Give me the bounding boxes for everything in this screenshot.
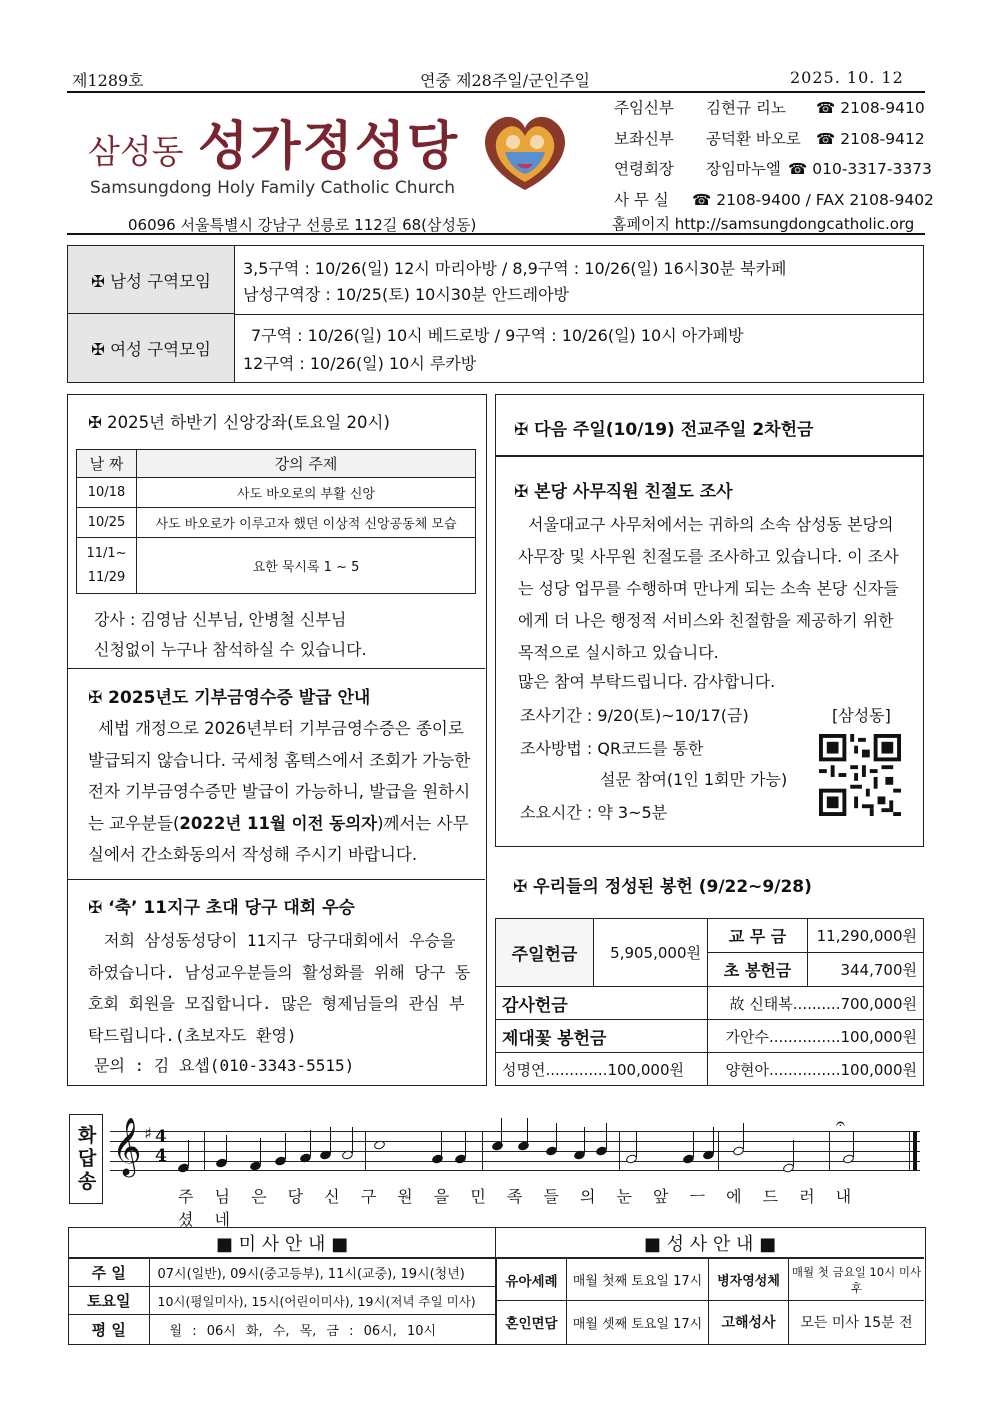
contact-phone: ☎ 010-3317-3373: [788, 160, 932, 178]
lecture-topic: 요한 묵시록 1 ~ 5: [137, 538, 476, 594]
brand-english: Samsungdong Holy Family Catholic Church: [90, 178, 456, 198]
infant-baptism-value: 매월 첫째 토요일 17시: [567, 1259, 709, 1301]
marriage-value: 매월 셋째 토요일 17시: [567, 1301, 709, 1344]
lecture-date: 11/1~ 11/29: [77, 538, 137, 594]
lecture-topic: 사도 바오로가 이루고자 했던 이상적 신앙공동체 모습: [137, 508, 476, 538]
survey-thanks: 많은 참여 부탁드립니다. 감사합니다.: [518, 672, 776, 691]
offering-title: ✠ 우리들의 정성된 봉헌 (9/22~9/28): [513, 877, 812, 897]
thanks-offering-item: 故 신태복..........700,000원: [708, 987, 924, 1020]
women-line-2: 12구역 : 10/26(일) 10시 루카방: [243, 354, 477, 373]
meetings-box: [67, 245, 924, 383]
contacts-block: [614, 93, 934, 215]
receipt-body-b: 2022년 11월 이전 동의자: [179, 813, 378, 833]
thanks-offering-label: 감사헌금: [496, 987, 708, 1020]
lecturer: 강사 : 김영남 신부님, 안병철 신부님: [94, 610, 347, 629]
offering-table: [495, 918, 924, 1086]
address: 06096 서울특별시 강남구 선릉로 112길 68(삼성동): [128, 216, 477, 234]
qr-code[interactable]: [819, 734, 901, 816]
sick-communion-label: 병자영성체: [709, 1259, 789, 1301]
contact-name: 김현규 리노: [706, 99, 786, 117]
time-signature: 4 4: [155, 1127, 167, 1166]
confession-label: 고해성사: [709, 1301, 789, 1344]
contact-phone: ☎ 2108-9412: [816, 129, 925, 148]
survey-body: 서울대교구 사무처에서는 귀하의 소속 삼성동 본당의 사무장 및 사무원 친절도를 조사하고 있습니다. 이 조사는 성당 업무를 수행하며 만나게 되는 소속 본당 신자들에게 더 나은 행정적 서비스와 친절함을 제공하기 위한 목적으로 실시하고 있습니다.: [518, 515, 899, 662]
contact-phone: ☎ 2108-9410: [816, 99, 925, 117]
sharp-icon: ♯: [144, 1124, 152, 1143]
altar-flower-label: 제대꽃 봉헌금: [496, 1020, 708, 1053]
billiards-contact: 문의 : 김 요셉(010-3343-5515): [94, 1056, 355, 1075]
survey-title: ✠ 본당 사무직원 친절도 조사: [514, 482, 733, 502]
mass-day: 주 일: [69, 1259, 149, 1287]
billiards-title: ✠ ‘축’ 11지구 초대 당구 대회 우승: [88, 898, 355, 918]
col-date: 날 짜: [77, 450, 137, 478]
candle-offering-label: 초 봉헌금: [708, 953, 808, 987]
altar-flower-item: 가안수...............100,000원: [708, 1020, 924, 1053]
receipt-body-c: )께서는 사무실에서 간소화동의서 작성해 주시기 바랍니다.: [88, 813, 469, 864]
sunday-offering-amount: 5,905,000원: [594, 919, 708, 987]
billiards-body: 저희 삼성동성당이 11지구 당구대회에서 우승을 하였습니다. 남성교우분들의 활성화를 위해 당구 동호회 회원을 모집합니다. 많은 형제님들의 관심 부탁드립니다.(초보자도 환영): [88, 931, 471, 1045]
holy-family-logo: [475, 108, 575, 196]
lecture-date: 10/18: [77, 478, 137, 508]
lecture-topic: 사도 바오로의 부활 신앙: [137, 478, 476, 508]
col-topic: 강의 주제: [137, 450, 476, 478]
bottom-box: [68, 1227, 926, 1345]
lecture-note: 신청없이 누구나 참석하실 수 있습니다.: [94, 640, 367, 659]
candle-offering-amount: 344,700원: [808, 953, 924, 987]
sacrament-table: [496, 1258, 924, 1344]
edu-fund-amount: 11,290,000원: [808, 919, 924, 953]
survey-box: [495, 456, 924, 847]
receipt-body: [88, 713, 476, 871]
mission-box: [495, 394, 924, 456]
men-meeting-label: ✠ 남성 구역모임: [68, 246, 235, 314]
liturgy-title: 연중 제28주일/군인주일: [420, 71, 590, 90]
fermata-icon: 𝄐: [836, 1114, 845, 1133]
mission-title: ✠ 다음 주일(10/19) 전교주일 2차헌금: [514, 420, 814, 440]
altar-flower-item: 양현아...............100,000원: [708, 1053, 924, 1086]
women-meeting-label: ✠ 여성 구역모임: [68, 314, 235, 382]
survey-tag: [삼성동]: [832, 706, 891, 725]
contact-name: 장임마누엘: [706, 160, 781, 178]
mass-times: 10시(평일미사), 15시(어린이미사), 19시(저녁 주일 미사): [149, 1287, 496, 1315]
receipt-body-a: 세법 개정으로 2026년부터 기부금영수증은 종이로 발급되지 않습니다. 국세청 홈텍스에서 조회가 가능한 전자 기부금영수증만 발급이 가능하니, 발급을 원하시는 교우분들(: [88, 719, 471, 833]
altar-flower-item: 성명연.............100,000원: [496, 1053, 708, 1086]
lecture-title: ✠ 2025년 하반기 신앙강좌(토요일 20시): [88, 413, 390, 432]
men-line-1: 3,5구역 : 10/26(일) 12시 마리아방 / 8,9구역 : 10/26(일) 16시30분 북카페: [243, 259, 787, 278]
mass-title: ■ 미 사 안 내 ■: [69, 1228, 496, 1258]
contact-role: 연령회장: [614, 160, 674, 178]
treble-clef-icon: 𝄞: [112, 1117, 142, 1175]
contact-role: 주임신부: [614, 99, 674, 117]
survey-period: 조사기간 : 9/20(토)~10/17(금): [520, 706, 749, 725]
lecture-notes: [94, 605, 367, 665]
mass-day: 토요일: [69, 1287, 149, 1315]
marriage-label: 혼인면담: [497, 1301, 567, 1344]
contact-role: 보좌신부: [614, 129, 674, 148]
men-line-2: 남성구역장 : 10/25(토) 10시30분 안드레아방: [243, 285, 569, 304]
edu-fund-label: 교 무 금: [708, 919, 808, 953]
women-meeting-info: [243, 322, 744, 378]
sick-communion-value: 매월 첫 금요일 10시 미사 후: [789, 1259, 925, 1301]
survey-duration: 소요시간 : 약 3~5분: [520, 803, 668, 822]
lecture-table: [76, 449, 476, 594]
mass-times: 07시(일반), 09시(중고등부), 11시(교중), 19시(청년): [149, 1259, 496, 1287]
brand-title: 성가정성당: [198, 116, 460, 177]
contact-name: 공덕환 바오로: [706, 129, 801, 148]
confession-value: 모든 미사 15분 전: [789, 1301, 925, 1344]
hymn-lyrics: 주 님 은 당 신 구 원 을 민 족 들 의 눈 앞 ㅡ 에 드 러 내 셨 네: [178, 1187, 853, 1229]
contact-role: 사 무 실: [614, 190, 669, 209]
lecture-date: 10/25: [77, 508, 137, 538]
homepage-link[interactable]: 홈페이지 http://samsungdongcatholic.org: [612, 215, 915, 233]
infant-baptism-label: 유아세례: [497, 1259, 567, 1301]
mass-table: [69, 1258, 496, 1344]
contact-name: ☎ 2108-9400 / FAX 2108-9402: [692, 190, 934, 209]
men-meeting-info: [243, 256, 786, 308]
survey-method-2: 설문 참여(1인 1회만 가능): [600, 770, 788, 789]
issue-date: 2025. 10. 12: [790, 68, 904, 87]
left-column: [67, 394, 487, 1086]
women-line-1: 7구역 : 10/26(일) 10시 베드로방 / 9구역 : 10/26(일) 10시 아가페방: [251, 326, 744, 345]
mass-times: 월 : 06시 화, 수, 목, 금 : 06시, 10시: [149, 1315, 496, 1344]
sunday-offering-label: 주일헌금: [496, 919, 594, 987]
sacrament-title: ■ 성 사 안 내 ■: [496, 1228, 924, 1258]
mass-day: 평 일: [69, 1315, 149, 1344]
issue-number: 제1289호: [72, 71, 144, 90]
survey-method-1: 조사방법 : QR코드를 통한: [520, 739, 704, 758]
brand-small: 삼성동: [88, 132, 184, 171]
hymn-label: 화답송: [69, 1114, 103, 1204]
receipt-title: ✠ 2025년도 기부금영수증 발급 안내: [88, 688, 371, 708]
